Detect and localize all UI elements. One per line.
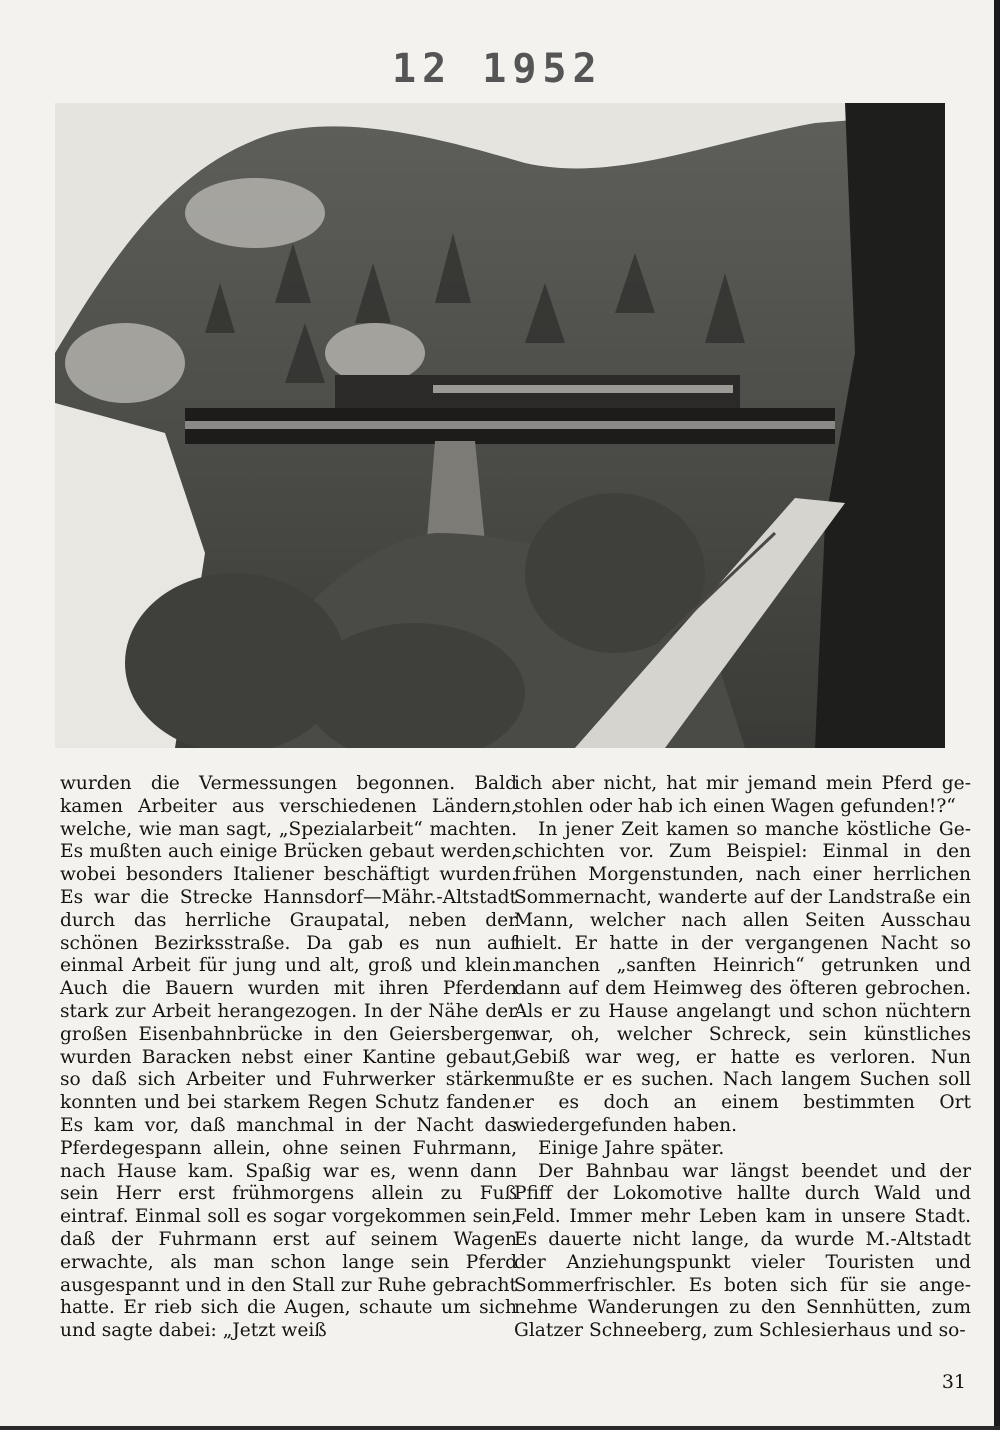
photo-illustration bbox=[55, 103, 945, 748]
paragraph: ich aber nicht, hat mir jemand mein Pferd gestohlen oder hab ich einen Wagen gefunden!?“ bbox=[514, 773, 971, 817]
paragraph: Der Bahnbau war längst beendet und der Pfiff der Lokomotive hallte durch Wald und Feld. Immer mehr Leben kam in unsere Stadt. Es dauerte nicht lange, da wurde M.-Altstadt der Anziehungspunkt vieler Touristen und Sommerfrischler. Es boten sich für sie angenehme Wanderungen zu den Sennhütten, zum Glatzer Schneeberg, zum Schlesierhaus und so- bbox=[514, 1160, 971, 1342]
date-stamp: 12 1952 bbox=[392, 46, 603, 92]
train bbox=[335, 375, 740, 413]
paragraph: In jener Zeit kamen so manche köstliche Geschichten vor. Zum Beispiel: Einmal in den frühen Morgenstunden, nach einer herrlichen Sommernacht, wanderte auf der Landstraße ein Mann, welcher nach allen Seiten Ausschau hielt. Er hatte in der vergangenen Nacht so manchen „sanften Heinrich“ getrunken und dann auf dem Heimweg des öfteren gebrochen. Als er zu Hause angelangt und schon nüchtern war, oh, welcher Schreck, sein künstliches Gebiß war weg, er hatte es verloren. Nun mußte er es suchen. Nach langem Suchen soll er es doch an einem bestimmten Ort wiedergefunden haben. bbox=[514, 818, 971, 1136]
train-windows bbox=[433, 385, 733, 393]
page-number: 31 bbox=[941, 1371, 966, 1393]
article-left-column bbox=[60, 773, 517, 1343]
scan-edge-right bbox=[994, 0, 1000, 1430]
article-right-column bbox=[514, 773, 971, 1343]
paragraph: Einige Jahre später. bbox=[538, 1137, 725, 1159]
bridge-girder-light bbox=[185, 421, 835, 429]
scan-edge-bottom bbox=[0, 1426, 1000, 1430]
paragraph: wurden die Vermessungen begonnen. Bald kamen Arbeiter aus verschiedenen Ländern, welche, wie man sagt, „Spezialarbeit“ machten. Es mußten auch einige Brücken gebaut werden, wobei besonders Italiener beschäftigt wurden. Es war die Strecke Hannsdorf—Mähr.-Altstadt durch das herrliche Graupatal, neben der schönen Bezirksstraße. Da gab es nun auf einmal Arbeit für jung und alt, groß und klein. Auch die Bauern wurden mit ihren Pferden stark zur Arbeit herangezogen. In der Nähe der großen Eisenbahnbrücke in den Geiersbergen wurden Baracken nebst einer Kantine gebaut, so daß sich Arbeiter und Fuhrwerker stärken konnten und bei starkem Regen Schutz fanden. Es kam vor, daß manchmal in der Nacht das Pferdegespann allein, ohne seinen Fuhrmann, nach Hause kam. Spaßig war es, wenn dann sein Herr erst frühmorgens allein zu Fuß eintraf. Einmal soll es sogar vorgekommen sein, daß der Fuhrmann erst auf seinem Wagen erwachte, als man schon lange sein Pferd ausgespannt und in den Stall zur Ruhe gebracht hatte. Er rieb sich die Augen, schaute um sich und sagte dabei: „Jetzt weiß bbox=[60, 773, 517, 1342]
railway-bridge-photo bbox=[55, 103, 945, 748]
